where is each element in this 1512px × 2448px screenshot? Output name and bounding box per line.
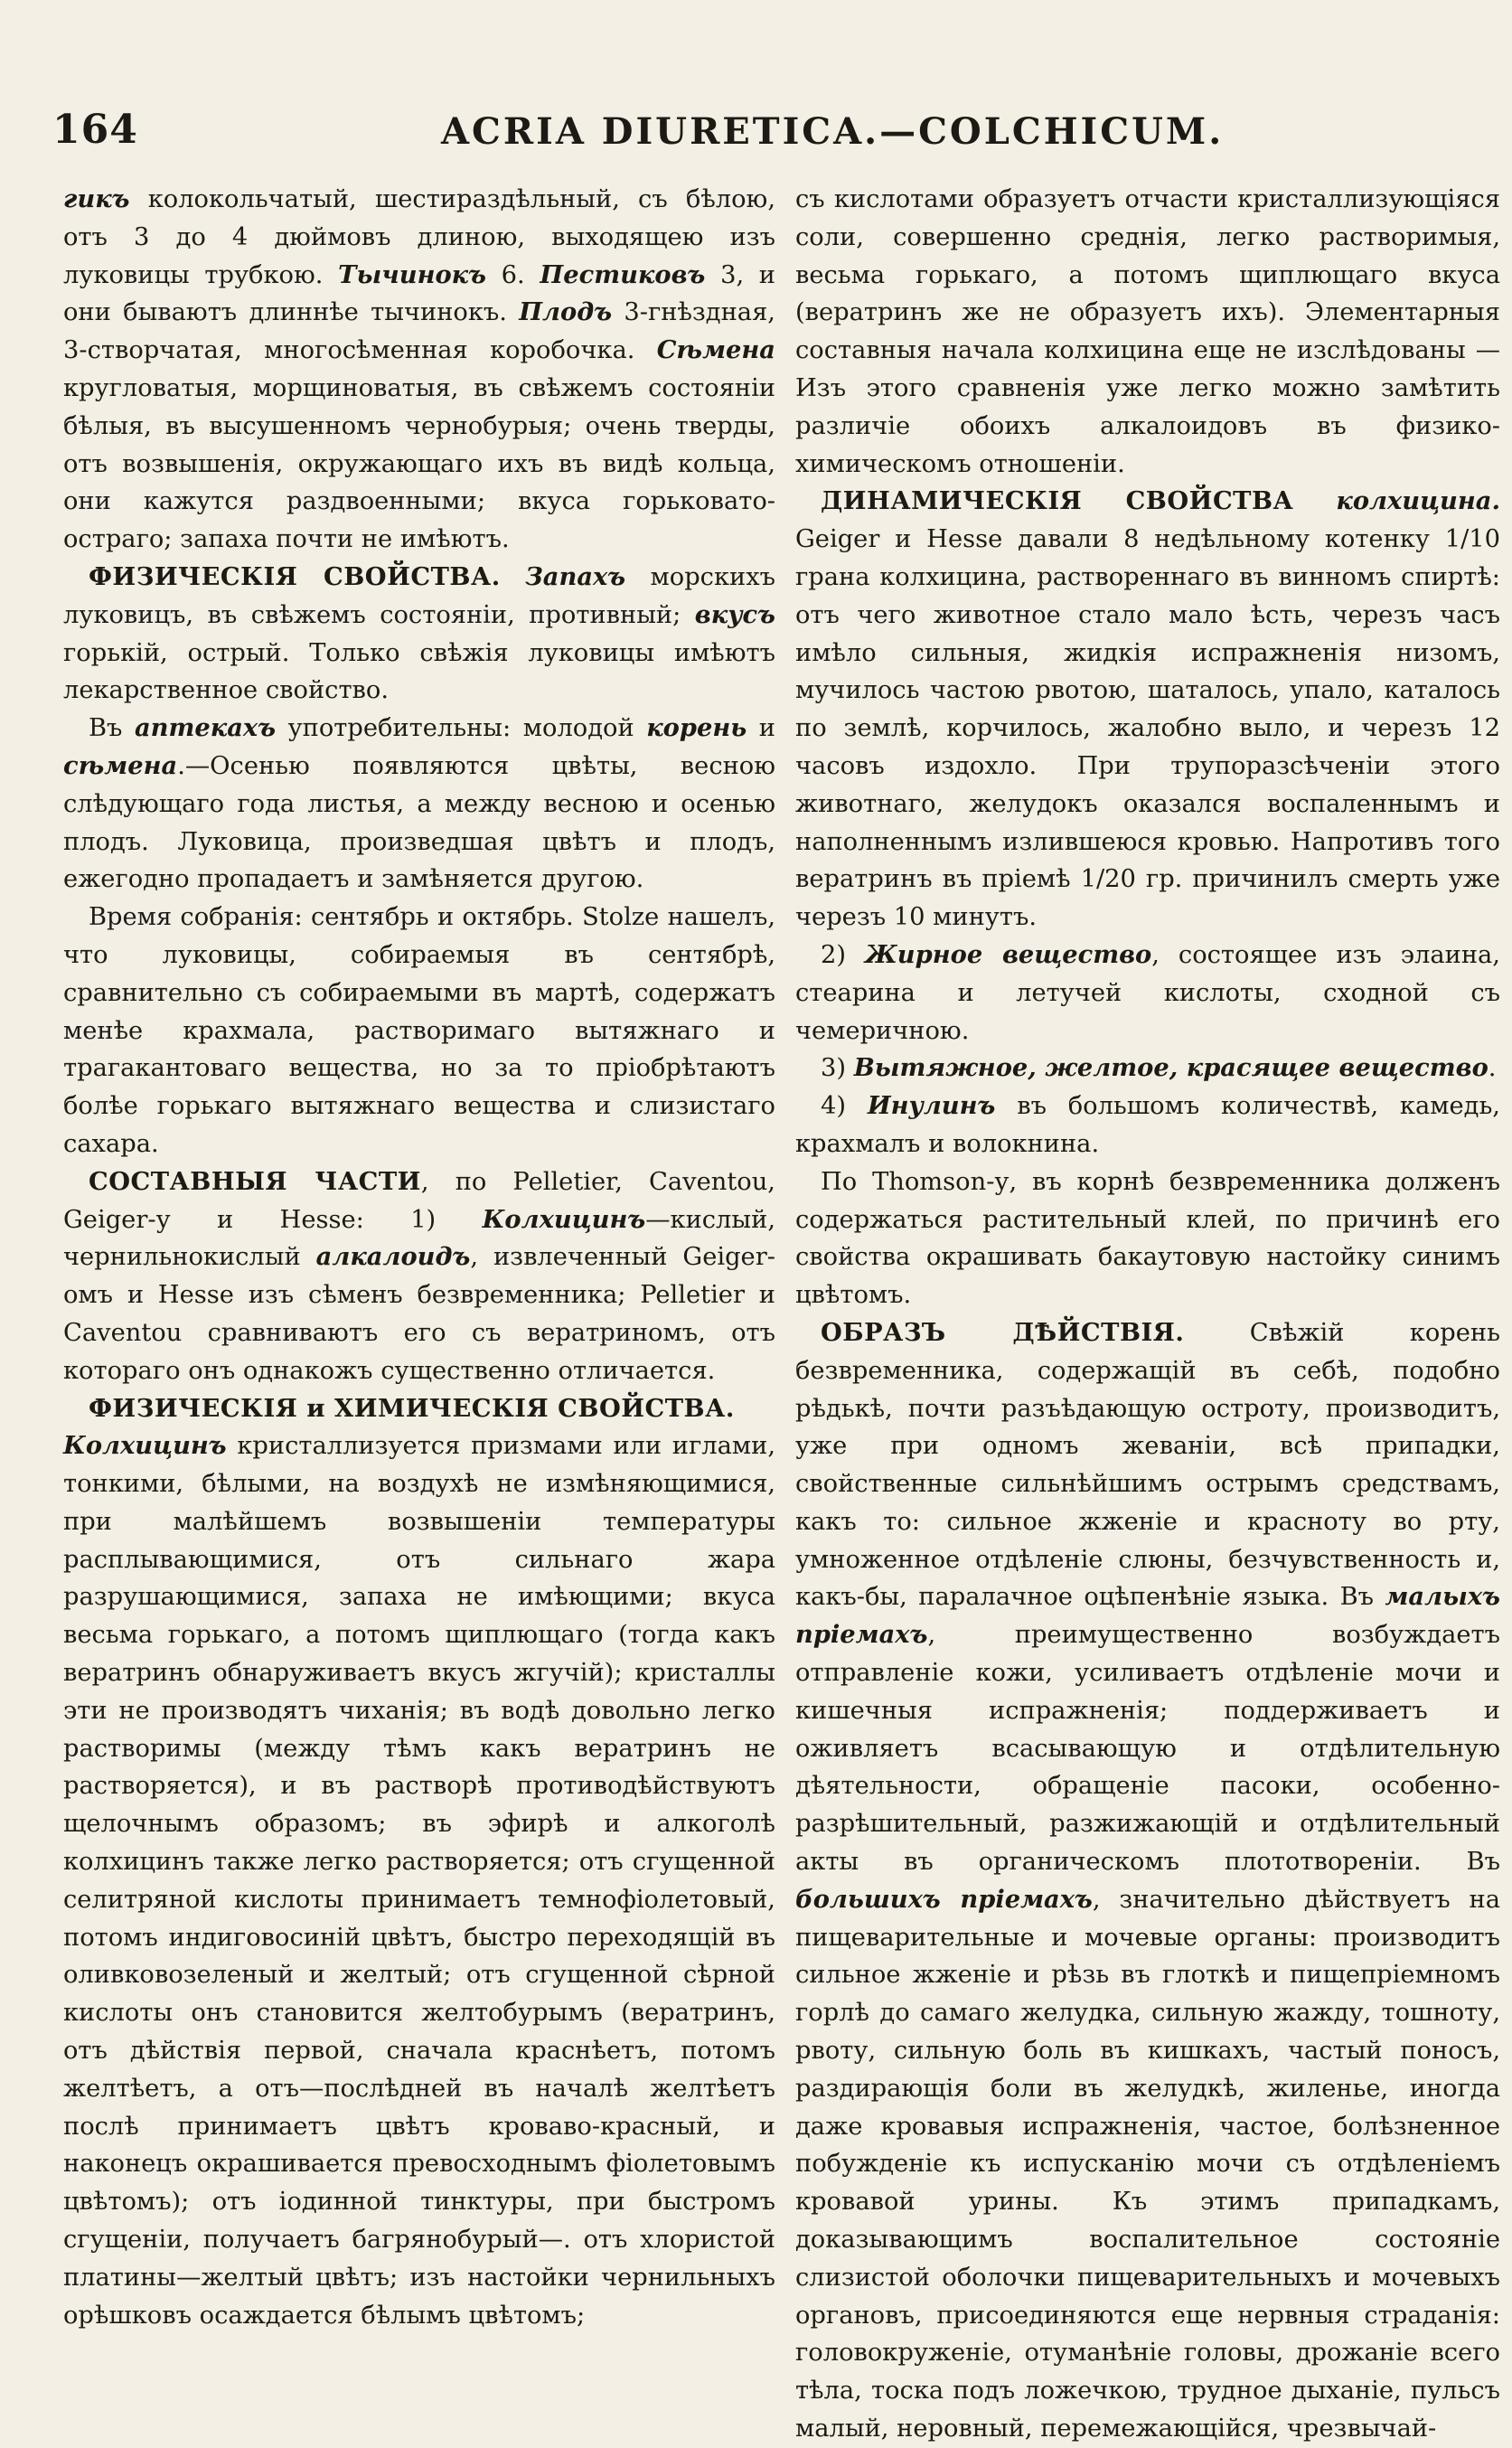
- emphasis-text: корень: [646, 713, 747, 743]
- emphasis-text: Вытяжное, желтое, красящее вещество: [853, 1053, 1489, 1083]
- emphasis-text: малыхъ пріемахъ: [795, 1582, 1500, 1650]
- body-text: 2): [821, 940, 865, 969]
- emphasis-text: Сѣмена: [656, 335, 775, 365]
- section-heading: СОСТАВНЫЯ ЧАСТИ: [89, 1166, 421, 1196]
- paragraph: [795, 937, 1500, 1050]
- paragraph: [63, 181, 775, 559]
- body-text: Geiger и Hesse давали 8 недѣльному котенку 1/10 грана колхицина, раствореннаго въ винномъ спиртѣ: отъ чего животное стало мало ѣсть, черезъ часъ имѣло сильныя, жидкія испражненія низомъ, мучилось частою рвотою, шаталось, упало, каталось по землѣ, корчилось, жалобно выло, и черезъ 12 часовъ издохло. При трупоразсѣченіи этого животнаго, желудокъ оказался воспаленнымъ и наполненнымъ излившеюся кровью. Напротивъ того вератринъ въ пріемѣ 1/20 гр. причинилъ смерть уже черезъ 10 минутъ.: [795, 525, 1500, 932]
- emphasis-text: большихъ пріемахъ: [795, 1884, 1093, 1914]
- body-text: По Thomson-у, въ корнѣ безвременника долженъ содержаться растительный клей, по причинѣ его свойства окрашивать бакаутовую настойку синимъ цвѣтомъ.: [795, 1167, 1500, 1310]
- body-text: [501, 563, 525, 591]
- emphasis-text: Тычинокъ: [338, 259, 486, 289]
- paragraph: [795, 1314, 1500, 2448]
- body-text: [1293, 487, 1336, 515]
- body-text: кругловатыя, морщиноватыя, въ свѣжемъ состояніи бѣлыя, въ высушенномъ чернобурыя; очень тверды, отъ возвышенія, окружающаго ихъ въ видѣ кольца, они кажутся раздвоенными; вкуса горьковато-остраго; запаха почти не имѣютъ.: [63, 373, 775, 554]
- body-text: Въ: [89, 714, 135, 743]
- paragraph: [63, 1163, 775, 1390]
- paragraph: [795, 1087, 1500, 1163]
- body-text: Свѣжій корень безвременника, содержащій въ себѣ, подобно рѣдькѣ, почти разъѣдающую остроту, производитъ, уже при одномъ жеваніи, всѣ припадки, свойственные сильнѣйшимъ острымъ средствамъ, какъ то: сильное жженіе и красноту во рту, умноженное отдѣленіе слюны, безчувственность и, какъ-бы, паралачное оцѣпенѣніе языка. Въ: [795, 1318, 1500, 1612]
- body-text: и: [747, 714, 775, 743]
- emphasis-text: Плодъ: [519, 297, 613, 327]
- emphasis-text: Пестиковъ: [540, 259, 706, 289]
- paragraph: [63, 559, 775, 710]
- emphasis-text: Инулинъ: [867, 1091, 996, 1121]
- body-text: —кислый, чернильнокислый: [63, 1205, 775, 1272]
- paragraph: [795, 1163, 1500, 1314]
- body-text: 6.: [486, 260, 540, 289]
- section-heading: ФИЗИЧЕСКІЯ и ХИМИЧЕСКІЯ СВОЙСТВА.: [89, 1393, 735, 1423]
- body-text: .—Осенью появляются цвѣты, весною слѣдующаго года листья, а между весною и осенью плодъ. Луковица, произведшая цвѣтъ и плодъ, ежегодно пропадаетъ и замѣняется другою.: [63, 751, 775, 894]
- emphasis-text: Жирное вещество: [864, 939, 1152, 969]
- body-text: .: [1488, 1054, 1497, 1083]
- paragraph: [63, 899, 775, 1163]
- emphasis-text: Колхицинъ: [63, 1431, 227, 1461]
- section-heading: ФИЗИЧЕСКІЯ СВОЙСТВА.: [89, 561, 501, 591]
- body-text: морскихъ луковицъ, въ свѣжемъ состояніи, противный;: [63, 562, 775, 629]
- body-text: кристаллизуется призмами или иглами, тонкими, бѣлыми, на воздухѣ не измѣняющимися, при малѣйшемъ возвышеніи температуры расплывающимися, отъ сильнаго жара разрушающимися, запаха не имѣющими; вкуса весьма горькаго, а потомъ щиплющаго (тогда какъ вератринъ обнаруживаетъ вкусъ жгучій); кристаллы эти не производятъ чиханія; въ водѣ довольно легко растворимы (между тѣмъ какъ вератринъ не растворяется), и въ растворѣ противодѣйствуютъ щелочнымъ образомъ; въ эфирѣ и алкоголѣ колхицинъ также легко растворяется; отъ сгущенной селитряной кислоты принимаетъ темнофіолетовый, потомъ индиговосиній цвѣтъ, быстро переходящій въ оливковозеленый и желтый; отъ сгущенной сѣрной кислоты онъ становится желтобурымъ (вератринъ, отъ дѣйствія первой, сначала краснѣетъ, потомъ желтѣетъ, а отъ—послѣдней въ началѣ желтѣетъ послѣ принимаетъ цвѣтъ кроваво-красный, и наконецъ окрашивается превосходнымъ фіолетовымъ цвѣтомъ); отъ іодинной тинктуры, при быстромъ сгущеніи, получаетъ багрянобурый—. отъ хлористой платины—желтый цвѣтъ; изъ настойки чернильныхъ орѣшковъ осаждается бѣлымъ цвѣтомъ;: [63, 1432, 775, 2330]
- paragraph: [795, 1050, 1500, 1087]
- body-text: 4): [821, 1092, 868, 1121]
- body-text: употребительны: молодой: [276, 714, 647, 743]
- section-heading: ДИНАМИЧЕСКІЯ СВОЙСТВА: [821, 486, 1294, 516]
- page-header: [52, 107, 1444, 161]
- body-text: съ кислотами образуетъ отчасти кристаллизующіяся соли, совершенно среднія, легко растворимыя, весьма горькаго, а потомъ щиплющаго вкуса (вератринъ же не образуетъ ихъ). Элементарныя составныя начала колхицина еще не изслѣдованы —Изъ этого сравненія уже легко можно замѣтить различіе обоихъ алкалоидовъ въ физико-химическомъ отношеніи.: [795, 185, 1500, 478]
- running-title: ACRIA DIURETICA.—COLCHICUM.: [441, 110, 1225, 153]
- body-text: колокольчатый, шестираздѣльный, съ бѣлою, отъ 3 до 4 дюймовъ длиною, выходящею изъ луковицы трубкою.: [63, 185, 775, 289]
- paragraph: [795, 181, 1500, 483]
- emphasis-text: аптекахъ: [134, 713, 277, 743]
- right-column: [795, 181, 1500, 2448]
- body-text: , состоящее изъ элаина, стеарина и летучей кислоты, сходной съ чемеричною.: [795, 940, 1500, 1045]
- body-text: , извлеченный Geiger-омъ и Hesse изъ сѣменъ безвременника; Pelletier и Caventou сравниваютъ его съ вератриномъ, отъ котораго онъ однакожъ существенно отличается.: [63, 1243, 775, 1385]
- paragraph: [63, 1427, 775, 2334]
- body-text: 3, и они бываютъ длиннѣе тычинокъ.: [63, 260, 775, 327]
- paragraph: [63, 1390, 775, 1428]
- paragraph: [63, 710, 775, 899]
- body-text: 3): [821, 1054, 854, 1083]
- body-text: горькій, острый. Только свѣжія луковицы имѣютъ лекарственное свойство.: [63, 638, 775, 705]
- emphasis-text: колхицина.: [1336, 486, 1500, 516]
- section-heading: ОБРАЗЪ ДѢЙСТВІЯ.: [821, 1317, 1185, 1347]
- body-text: , по Pelletier, Caventou, Geiger-у и Hesse: 1): [63, 1167, 775, 1234]
- emphasis-text: алкалоидъ: [315, 1242, 471, 1272]
- body-text: , преимущественно возбуждаетъ отправленіе кожи, усиливаетъ отдѣленіе мочи и кишечныя испражненія; поддерживаетъ и оживляетъ всасывающую и отдѣлительную дѣятельности, обращеніе пасоки, особенно-разрѣшительный, разжижающій и отдѣлительный акты въ органическомъ плототвореніи. Въ: [795, 1621, 1500, 1877]
- emphasis-text: вкусъ: [694, 599, 775, 629]
- emphasis-text: гикъ: [63, 184, 130, 213]
- body-text: въ большомъ количествѣ, камедь, крахмалъ и волокнина.: [795, 1092, 1500, 1158]
- body-text: Время собранія: сентябрь и октябрь. Stolze нашелъ, что луковицы, собираемыя въ сентябрѣ, сравнительно съ собираемыми въ мартѣ, содержатъ менѣе крахмала, растворимаго вытяжнаго и трагакантоваго вещества, но за то пріобрѣтаютъ болѣе горькаго вытяжнаго вещества и слизистаго сахара.: [63, 903, 775, 1158]
- paragraph: [795, 483, 1500, 937]
- left-column: [63, 181, 775, 2334]
- page-number: 164: [52, 107, 138, 153]
- emphasis-text: сѣмена: [63, 750, 178, 780]
- body-text: , значительно дѣйствуетъ на пищеварительные и мочевые органы: производитъ сильное жженіе и рѣзь въ глоткѣ и пищепріемномъ горлѣ до самаго желудка, сильную жажду, тошноту, рвоту, сильную боль въ кишкахъ, частый поносъ, раздирающія боли въ желудкѣ, жиленье, иногда даже кровавыя испражненія, частое, болѣзненное побужденіе къ испусканію мочи съ отдѣленіемъ кровавой урины. Къ этимъ припадкамъ, доказывающимъ воспалительное состояніе слизистой оболочки пищеварительныхъ и мочевыхъ органовъ, присоединяются еще нервныя страданія: головокруженіе, отуманѣніе головы, дрожаніе всего тѣла, тоска подъ ложечкою, трудное дыханіе, пульсъ малый, неровный, перемежающійся, чрезвычай-: [795, 1885, 1500, 2443]
- emphasis-text: Запахъ: [525, 561, 626, 591]
- body-text: 3-гнѣздная, 3-створчатая, многосѣменная коробочка.: [63, 298, 775, 365]
- emphasis-text: Колхицинъ: [482, 1204, 646, 1234]
